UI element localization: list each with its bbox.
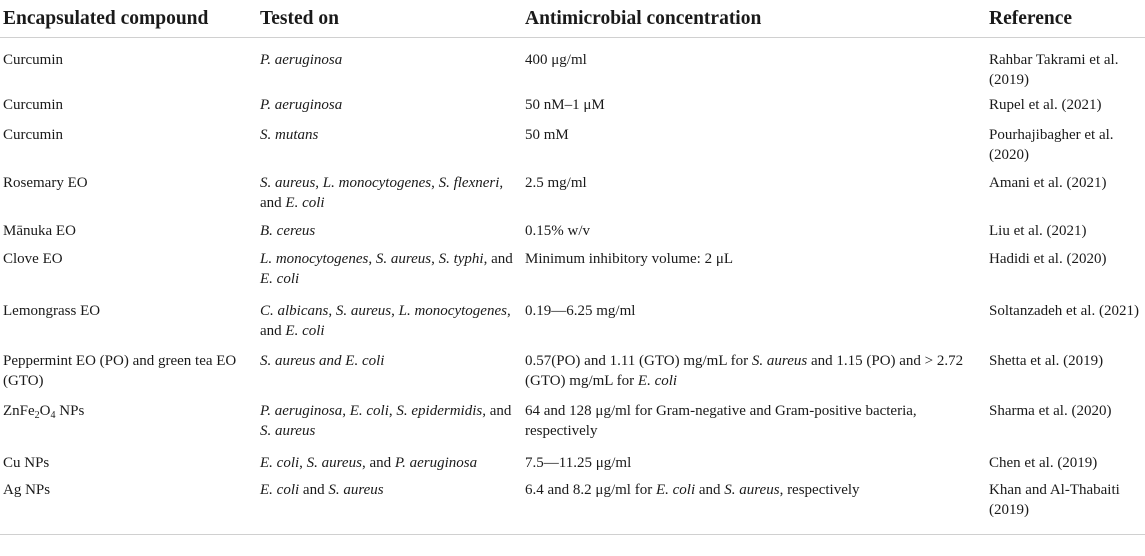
cell-reference: Liu et al. (2021) — [989, 223, 1087, 239]
cell-compound: $ZnFe_2O_4$ NPs — [3, 403, 85, 421]
table-row — [0, 478, 1145, 534]
table-row — [0, 246, 1145, 296]
cell-concentration: 6.4 and 8.2 μg/ml for E. coli and S. aureus, respectively — [522, 478, 986, 534]
cell-compound: Ag NPs — [0, 478, 257, 534]
cell-tested-on: S. mutans — [260, 127, 319, 143]
cell-concentration: 0.57(PO) and 1.11 (GTO) mg/mL for S. aureus and 1.15 (PO) and > 2.72 (GTO) mg/mL for E. coli — [525, 353, 964, 389]
cell-tested-on: P. aeruginosa, E. coli, S. epidermidis, and S. aureus — [260, 403, 512, 439]
cell-concentration: 0.15% w/v — [525, 223, 590, 239]
cell-compound: Lemongrass EO — [3, 303, 101, 319]
cell-reference: Khan and Al-Thabaiti (2019) — [986, 478, 1145, 534]
cell-compound: Clove EO — [3, 251, 63, 267]
cell-reference: Sharma et al. (2020) — [989, 403, 1112, 419]
cell-compound: Peppermint EO (PO) and green tea EO (GTO) — [3, 353, 237, 389]
col-header-reference: Reference — [986, 0, 1145, 38]
cell-compound: Mānuka EO — [3, 223, 76, 239]
cell-concentration: 64 and 128 μg/ml for Gram-negative and Gram-positive bacteria, respectively — [525, 403, 917, 439]
header-row — [0, 0, 1145, 38]
cell-tested-on: L. monocytogenes, S. aureus, S. typhi, and E. coli — [260, 251, 513, 287]
cell-concentration: 7.5—11.25 μg/ml — [525, 455, 632, 471]
table-row — [0, 38, 1145, 91]
table-row — [0, 346, 1145, 398]
table-row — [0, 120, 1145, 168]
cell-reference: Amani et al. (2021) — [989, 175, 1107, 191]
cell-tested-on: P. aeruginosa — [260, 52, 343, 68]
cell-compound: Cu NPs — [3, 455, 50, 471]
cell-compound: Curcumin — [3, 52, 63, 68]
table-row — [0, 218, 1145, 246]
cell-concentration: 50 mM — [525, 127, 569, 143]
cell-reference: Rupel et al. (2021) — [989, 97, 1102, 113]
cell-tested-on: S. aureus and E. coli — [260, 353, 385, 369]
cell-tested-on: C. albicans, S. aureus, L. monocytogenes, and E. coli — [260, 303, 511, 339]
cell-compound: Curcumin — [3, 97, 63, 113]
cell-reference: Pourhajibagher et al. (2020) — [989, 127, 1114, 163]
cell-reference: Soltanzadeh et al. (2021) — [989, 303, 1139, 319]
cell-concentration: 0.19—6.25 mg/ml — [525, 303, 636, 319]
cell-reference: Hadidi et al. (2020) — [989, 251, 1107, 267]
cell-compound: Curcumin — [3, 127, 63, 143]
cell-tested-on: P. aeruginosa — [260, 97, 343, 113]
cell-reference: Rahbar Takrami et al. (2019) — [989, 52, 1119, 88]
table-row — [0, 398, 1145, 448]
cell-reference: Chen et al. (2019) — [989, 455, 1098, 471]
col-header-concentration: Antimicrobial concentration — [522, 0, 986, 38]
cell-tested-on: B. cereus — [260, 223, 316, 239]
cell-concentration: 50 nM–1 μM — [525, 97, 605, 113]
table-row — [0, 296, 1145, 346]
table-row — [0, 168, 1145, 218]
cell-tested-on: E. coli and S. aureus — [257, 478, 522, 534]
cell-tested-on: E. coli, S. aureus, and P. aeruginosa — [260, 455, 478, 471]
cell-concentration: 2.5 mg/ml — [525, 175, 587, 191]
cell-tested-on: S. aureus, L. monocytogenes, S. flexneri, and E. coli — [260, 175, 504, 211]
cell-concentration: Minimum inhibitory volume: 2 μL — [525, 251, 734, 267]
table-row — [0, 90, 1145, 120]
col-header-tested-on: Tested on — [257, 0, 522, 38]
cell-compound: Rosemary EO — [3, 175, 88, 191]
cell-concentration: 400 μg/ml — [525, 52, 587, 68]
col-header-compound: Encapsulated compound — [0, 0, 257, 38]
cell-reference: Shetta et al. (2019) — [989, 353, 1104, 369]
table-row — [0, 448, 1145, 478]
